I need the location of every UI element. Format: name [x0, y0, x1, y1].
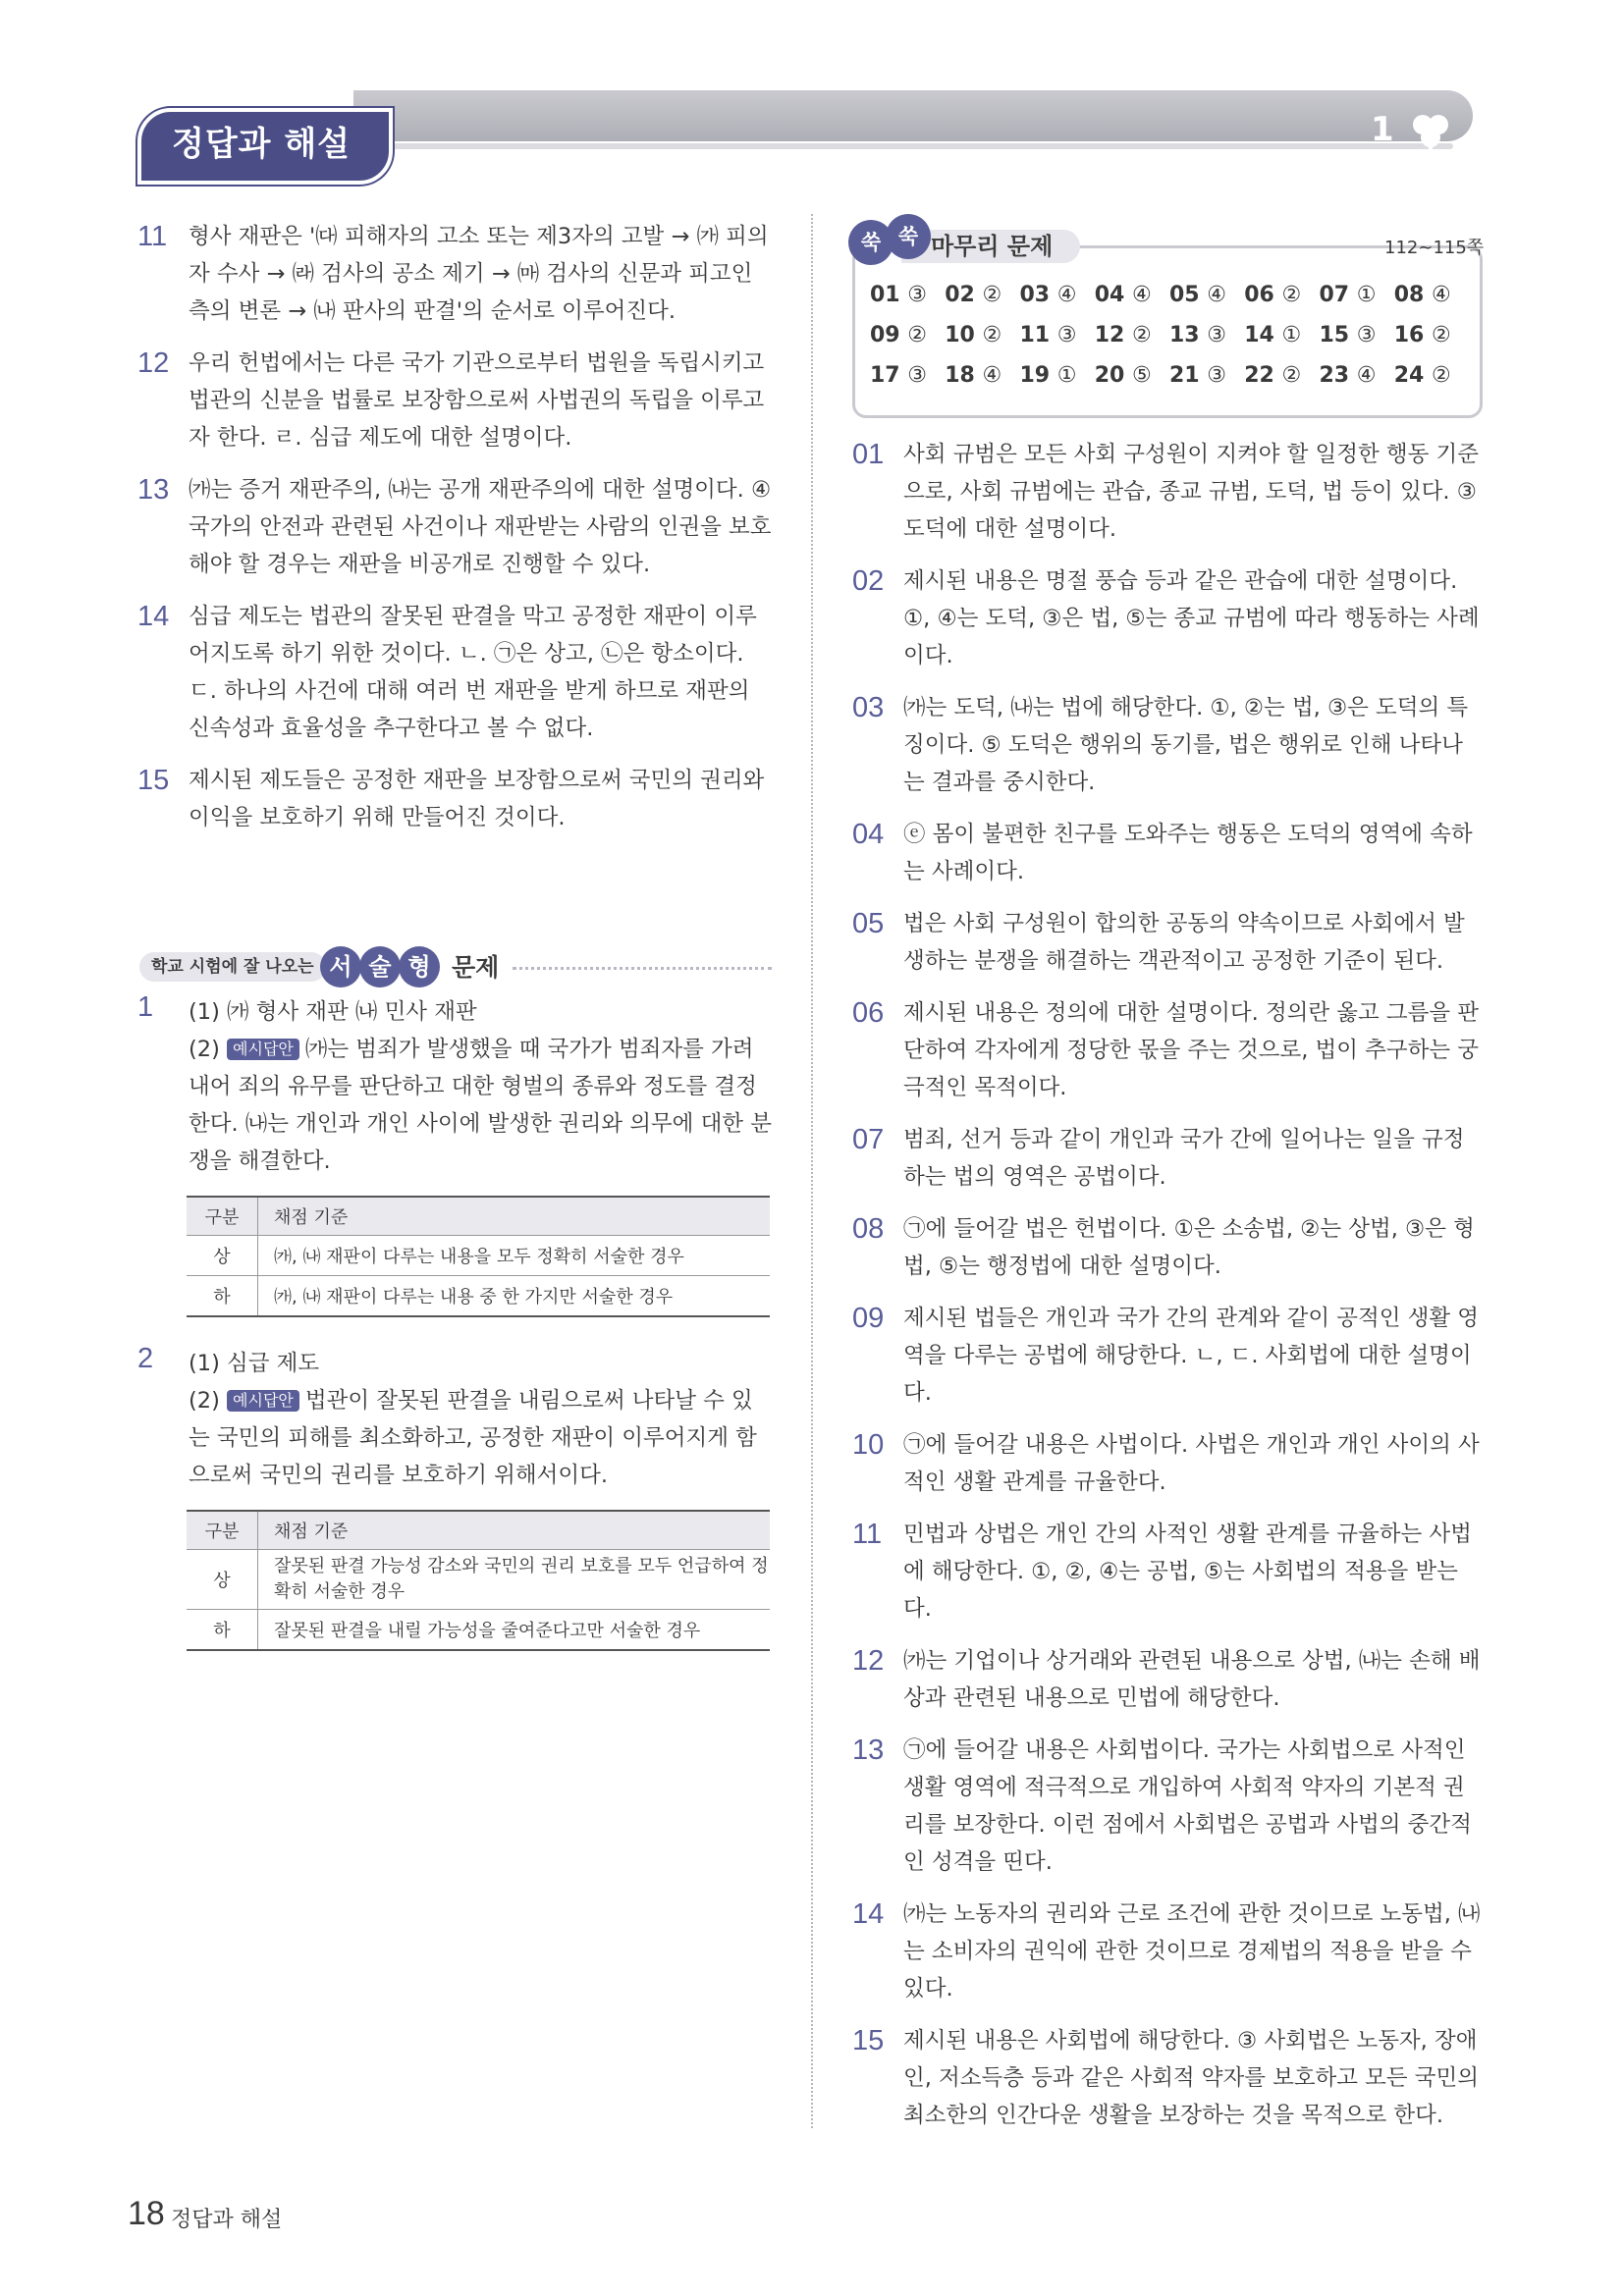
answer-choice: ②: [1132, 323, 1152, 347]
part2-prefix: (2): [189, 1388, 220, 1414]
grade-cell: 하: [187, 1276, 258, 1317]
part2-text: ㈎는 범죄가 발생했을 때 국가가 범죄자를 가려내어 죄의 유무를 판단하고 대한 형벌의 종류와 정도를 결정한다. ㈏는 개인과 개인 사이에 발생한 권리와 의무에 대한 분쟁을 해결한다.: [189, 1037, 772, 1174]
table-row: [187, 1236, 770, 1276]
essay-badge-char: 형: [399, 946, 440, 988]
answer-number: 01: [870, 283, 900, 307]
essay-question-2: [137, 1345, 774, 1651]
answer-choice: ③: [1056, 323, 1077, 347]
item-number: 15: [137, 765, 170, 796]
table-header-grade: 구분: [187, 1197, 258, 1236]
essay-badge-char: 술: [359, 946, 401, 988]
explanation-item: [137, 471, 774, 583]
answer-key-cell: [1169, 283, 1244, 307]
item-number: 03: [852, 692, 885, 723]
item-number: 06: [852, 997, 885, 1029]
question-part1: (1) 심급 제도: [189, 1351, 320, 1376]
answer-number: 08: [1393, 283, 1425, 307]
explanation-item: [852, 994, 1483, 1106]
item-text: ㈎는 노동자의 권리와 근로 조건에 관한 것이므로 노동법, ㈏는 소비자의 권익에 관한 것이므로 경제법의 적용을 받을 수 있다.: [903, 1901, 1481, 2002]
answer-choice: ②: [1432, 323, 1451, 347]
item-number: 01: [852, 439, 885, 470]
item-text: ㉠에 들어갈 법은 헌법이다. ①은 소송법, ②는 상법, ③은 형법, ⑤는 행정법에 대한 설명이다.: [903, 1216, 1475, 1279]
answer-key-cell: [1169, 323, 1244, 347]
item-number: 10: [852, 1429, 885, 1461]
explanation-item: [137, 598, 774, 747]
answer-number: 06: [1244, 283, 1274, 307]
answer-key-cell: [870, 283, 945, 307]
table-row: [187, 1610, 770, 1651]
answer-choice: ③: [907, 363, 928, 388]
item-text: ㉠에 들어갈 내용은 사회법이다. 국가는 사회법으로 사적인 생활 영역에 적극적으로 개입하여 사회적 약자의 기본적 권리를 보장한다. 이런 점에서 사회법은 공법과 사법의 중간적인 성격을 띤다.: [903, 1737, 1472, 1875]
answer-number: 09: [870, 323, 900, 347]
answer-number: 10: [945, 323, 975, 347]
answer-key-cell: [1320, 363, 1394, 388]
answer-number: 14: [1244, 323, 1274, 347]
item-text: ⓔ 몸이 불편한 친구를 도와주는 행동은 도덕의 영역에 속하는 사례이다.: [903, 822, 1473, 884]
item-number: 02: [852, 565, 885, 597]
answer-choice: ④: [1207, 283, 1227, 307]
answer-choice: ①: [1056, 363, 1077, 388]
criteria-cell: ㈎, ㈏ 재판이 다루는 내용을 모두 정확히 서술한 경우: [258, 1236, 771, 1276]
page-number: 18: [128, 2195, 165, 2232]
answer-key-cell: [1394, 363, 1469, 388]
answer-choice: ④: [1056, 283, 1077, 307]
answer-key-cell: [945, 283, 1019, 307]
answer-choice: ②: [1432, 363, 1451, 388]
answer-key-cell: [945, 363, 1019, 388]
item-text: 형사 재판은 '㈐ 피해자의 고소 또는 제3자의 고발 → ㈎ 피의자 수사 → ㈑ 검사의 공소 제기 → ㈒ 검사의 신문과 피고인 측의 변론 → ㈏ 판사의 판결'의 순서로 이루어진다.: [189, 224, 769, 324]
question-number: 2: [137, 1343, 154, 1374]
answer-key-cell: [945, 323, 1019, 347]
item-text: ㈎는 증거 재판주의, ㈏는 공개 재판주의에 대한 설명이다. ④ 국가의 안전과 관련된 사건이나 재판받는 사람의 인권을 보호해야 할 경우는 재판을 비공개로 진행할 수 있다.: [189, 477, 772, 577]
answer-choice: ①: [1281, 323, 1302, 347]
part2-text: 법관이 잘못된 판결을 내림으로써 나타날 수 있는 국민의 피해를 최소화하고, 공정한 재판이 이루어지게 함으로써 국민의 권리를 보호하기 위해서이다.: [189, 1388, 757, 1488]
question-part2: [189, 1382, 774, 1494]
criteria-cell: ㈎, ㈏ 재판이 다루는 내용 중 한 가지만 서술한 경우: [258, 1276, 771, 1317]
answer-number: 13: [1169, 323, 1200, 347]
item-number: 12: [137, 347, 170, 379]
item-text: 민법과 상법은 개인 간의 사적인 생활 관계를 규율하는 사법에 해당한다. ①, ②, ④는 공법, ⑤는 사회법의 적용을 받는다.: [903, 1522, 1472, 1622]
answer-number: 15: [1319, 323, 1350, 347]
item-text: ㈎는 도덕, ㈏는 법에 해당한다. ①, ②는 법, ③은 도덕의 특징이다. ⑤ 도덕은 행위의 동기를, 법은 행위로 인해 나타나는 결과를 중시한다.: [903, 695, 1469, 795]
item-text: ㈎는 기업이나 상거래와 관련된 내용으로 상법, ㈏는 손해 배상과 관련된 내용으로 민법에 해당한다.: [903, 1648, 1481, 1711]
explanation-item: [852, 1896, 1483, 2007]
answer-choice: ②: [982, 323, 1002, 347]
essay-question-1: [137, 993, 774, 1317]
grade-cell: 상: [187, 1236, 258, 1276]
table-header-criteria: 채점 기준: [258, 1197, 771, 1236]
answer-key-cell: [1095, 283, 1169, 307]
example-answer-badge: 예시답안: [227, 1390, 299, 1412]
grade-cell: 하: [187, 1610, 258, 1651]
answer-key-cell: [1095, 363, 1169, 388]
item-text: 제시된 내용은 사회법에 해당한다. ③ 사회법은 노동자, 장애인, 저소득층 등과 같은 사회적 약자를 보호하고 모든 국민의 최소한의 인간다운 생활을 보장하는 것을 목적으로 한다.: [903, 2028, 1480, 2128]
answer-choice: ④: [1432, 283, 1451, 307]
answer-key-cell: [870, 363, 945, 388]
answer-number: 11: [1019, 323, 1051, 347]
answer-key-cell: [1244, 363, 1319, 388]
answer-choice: ⑤: [1132, 363, 1152, 388]
answer-number: 02: [945, 283, 975, 307]
item-text: ㉠에 들어갈 내용은 사법이다. 사법은 개인과 개인 사이의 사적인 생활 관계를 규율한다.: [903, 1432, 1480, 1495]
item-number: 14: [852, 1898, 885, 1930]
explanation-item: [137, 345, 774, 456]
answer-key-cell: [1394, 323, 1469, 347]
table-header-grade: 구분: [187, 1511, 258, 1550]
answer-key-cell: [870, 323, 945, 347]
explanation-item: [852, 905, 1483, 980]
answer-number: 22: [1244, 363, 1274, 388]
clover-icon: [1406, 106, 1455, 155]
answer-choice: ②: [1281, 283, 1302, 307]
item-number: 12: [852, 1645, 885, 1677]
answer-number: 20: [1094, 363, 1125, 388]
item-text: 범죄, 선거 등과 같이 개인과 국가 간에 일어나는 일을 규정하는 법의 영역은 공법이다.: [903, 1127, 1465, 1190]
item-number: 13: [137, 474, 170, 506]
answer-number: 19: [1019, 363, 1051, 388]
grading-table: [187, 1196, 770, 1317]
explanation-item: [137, 762, 774, 836]
left-explanations: [137, 218, 774, 851]
answer-choice: ③: [1207, 363, 1227, 388]
answer-choice: ④: [1356, 363, 1377, 388]
item-text: 제시된 내용은 정의에 대한 설명이다. 정의란 옳고 그름을 판단하여 각자에게 정당한 몫을 주는 것으로, 법이 추구하는 궁극적인 목적이다.: [903, 1000, 1480, 1100]
item-number: 09: [852, 1303, 885, 1334]
explanation-item: [852, 1210, 1483, 1285]
page-section-title: 정답과 해설: [171, 125, 352, 164]
answer-choice: ③: [1207, 323, 1227, 347]
answer-number: 16: [1393, 323, 1425, 347]
explanation-item: [852, 1121, 1483, 1196]
answer-choice: ②: [1281, 363, 1302, 388]
question-part2: [189, 1031, 774, 1180]
answer-key-cell: [1394, 283, 1469, 307]
item-text: 심급 제도는 법관의 잘못된 판결을 막고 공정한 재판이 이루어지도록 하기 위한 것이다. ㄴ. ㉠은 상고, ㉡은 항소이다. ㄷ. 하나의 사건에 대해 여러 번 재판을 받게 하므로 재판의 신속성과 효율성을 추구한다고 볼 수 없다.: [189, 604, 757, 741]
item-number: 15: [852, 2025, 885, 2056]
example-answer-badge: 예시답안: [227, 1039, 299, 1060]
item-number: 08: [852, 1213, 885, 1245]
item-number: 11: [852, 1519, 883, 1550]
answer-choice: ①: [1356, 283, 1377, 307]
item-number: 07: [852, 1124, 885, 1155]
item-number: 14: [137, 601, 170, 632]
explanation-item: [852, 816, 1483, 890]
table-row: [187, 1276, 770, 1317]
explanation-item: [852, 436, 1483, 548]
explanation-item: [852, 1426, 1483, 1501]
answer-number: 07: [1319, 283, 1350, 307]
answer-key-grid: [870, 283, 1469, 388]
answer-key-cell: [1244, 283, 1319, 307]
footer-label: 정답과 해설: [171, 2208, 283, 2232]
essay-badge-char: 서: [320, 946, 361, 988]
explanation-item: [852, 1642, 1483, 1717]
answer-key-cell: [1169, 363, 1244, 388]
part2-prefix: (2): [189, 1037, 220, 1062]
criteria-cell: 잘못된 판결을 내릴 가능성을 줄여준다고만 서술한 경우: [258, 1610, 771, 1651]
item-number: 13: [852, 1735, 885, 1766]
essay-section-prefix: 학교 시험에 잘 나오는: [139, 952, 326, 982]
explanation-item: [852, 689, 1483, 801]
explanation-item: [852, 1516, 1483, 1628]
answer-choice: ②: [907, 323, 928, 347]
answer-number: 18: [945, 363, 975, 388]
answer-key-title: 마무리 문제: [931, 233, 1054, 260]
ssuk-badge: 쑥: [886, 214, 931, 259]
item-number: 11: [137, 221, 168, 252]
answer-key-cell: [1020, 323, 1095, 347]
answer-key-cell: [1320, 323, 1394, 347]
item-text: 제시된 내용은 명절 풍습 등과 같은 관습에 대한 설명이다. ①, ④는 도덕, ③은 법, ⑤는 종교 규범에 따라 행동하는 사례이다.: [903, 568, 1480, 668]
answer-key-cell: [1020, 283, 1095, 307]
answer-key-pages: 112~115쪽: [1384, 238, 1485, 258]
answer-number: 12: [1094, 323, 1125, 347]
right-explanations: [852, 436, 1483, 2149]
explanation-item: [852, 2022, 1483, 2134]
item-text: 제시된 법들은 개인과 국가 간의 관계와 같이 공적인 생활 영역을 다루는 공법에 해당한다. ㄴ, ㄷ. 사회법에 대한 설명이다.: [903, 1306, 1480, 1406]
criteria-cell: 잘못된 판결 가능성 감소와 국민의 권리 보호를 모두 언급하여 정확히 서술한 경우: [258, 1550, 771, 1610]
answer-key-cell: [1320, 283, 1394, 307]
essay-section-rule: [513, 967, 772, 970]
item-text: 우리 헌법에서는 다른 국가 기관으로부터 법원을 독립시키고 법관의 신분을 법률로 보장함으로써 사법권의 독립을 이루고자 한다. ㄹ. 심급 제도에 대한 설명이다.: [189, 350, 765, 451]
item-text: 사회 규범은 모든 사회 구성원이 지켜야 할 일정한 행동 기준으로, 사회 규범에는 관습, 종교 규범, 도덕, 법 등이 있다. ③ 도덕에 대한 설명이다.: [903, 442, 1480, 542]
question-number: 1: [137, 991, 154, 1023]
item-number: 05: [852, 908, 885, 939]
item-text: 제시된 제도들은 공정한 재판을 보장함으로써 국민의 권리와 이익을 보호하기 위해 만들어진 것이다.: [189, 768, 765, 830]
explanation-item: [852, 1300, 1483, 1412]
answer-number: 03: [1019, 283, 1051, 307]
answer-choice: ③: [907, 283, 928, 307]
item-number: 04: [852, 819, 885, 850]
table-row: [187, 1550, 770, 1610]
grading-table: [187, 1510, 770, 1651]
explanation-item: [137, 218, 774, 330]
answer-number: 17: [870, 363, 900, 388]
answer-choice: ④: [982, 363, 1002, 388]
answer-choice: ②: [982, 283, 1002, 307]
answer-number: 23: [1319, 363, 1350, 388]
column-divider: [811, 214, 813, 2128]
grade-cell: 상: [187, 1550, 258, 1610]
answer-number: 21: [1169, 363, 1200, 388]
item-text: 법은 사회 구성원이 합의한 공동의 약속이므로 사회에서 발생하는 분쟁을 해결하는 객관적이고 공정한 기준이 된다.: [903, 911, 1465, 974]
answer-number: 24: [1393, 363, 1425, 388]
answer-choice: ④: [1132, 283, 1152, 307]
question-part1: (1) ㈎ 형사 재판 ㈏ 민사 재판: [189, 999, 477, 1025]
ssuk-badge: 쑥: [848, 220, 893, 265]
answer-key-cell: [1020, 363, 1095, 388]
header-band: [353, 90, 1473, 141]
explanation-item: [852, 1732, 1483, 1881]
answer-number: 05: [1169, 283, 1200, 307]
essay-section-suffix: 문제: [452, 953, 500, 982]
answer-key-cell: [1244, 323, 1319, 347]
chapter-number: 1: [1371, 110, 1394, 149]
answer-choice: ③: [1356, 323, 1377, 347]
answer-number: 04: [1094, 283, 1125, 307]
answer-key-cell: [1095, 323, 1169, 347]
explanation-item: [852, 562, 1483, 674]
header-band-underline: [373, 143, 1453, 149]
table-header-criteria: 채점 기준: [258, 1511, 771, 1550]
